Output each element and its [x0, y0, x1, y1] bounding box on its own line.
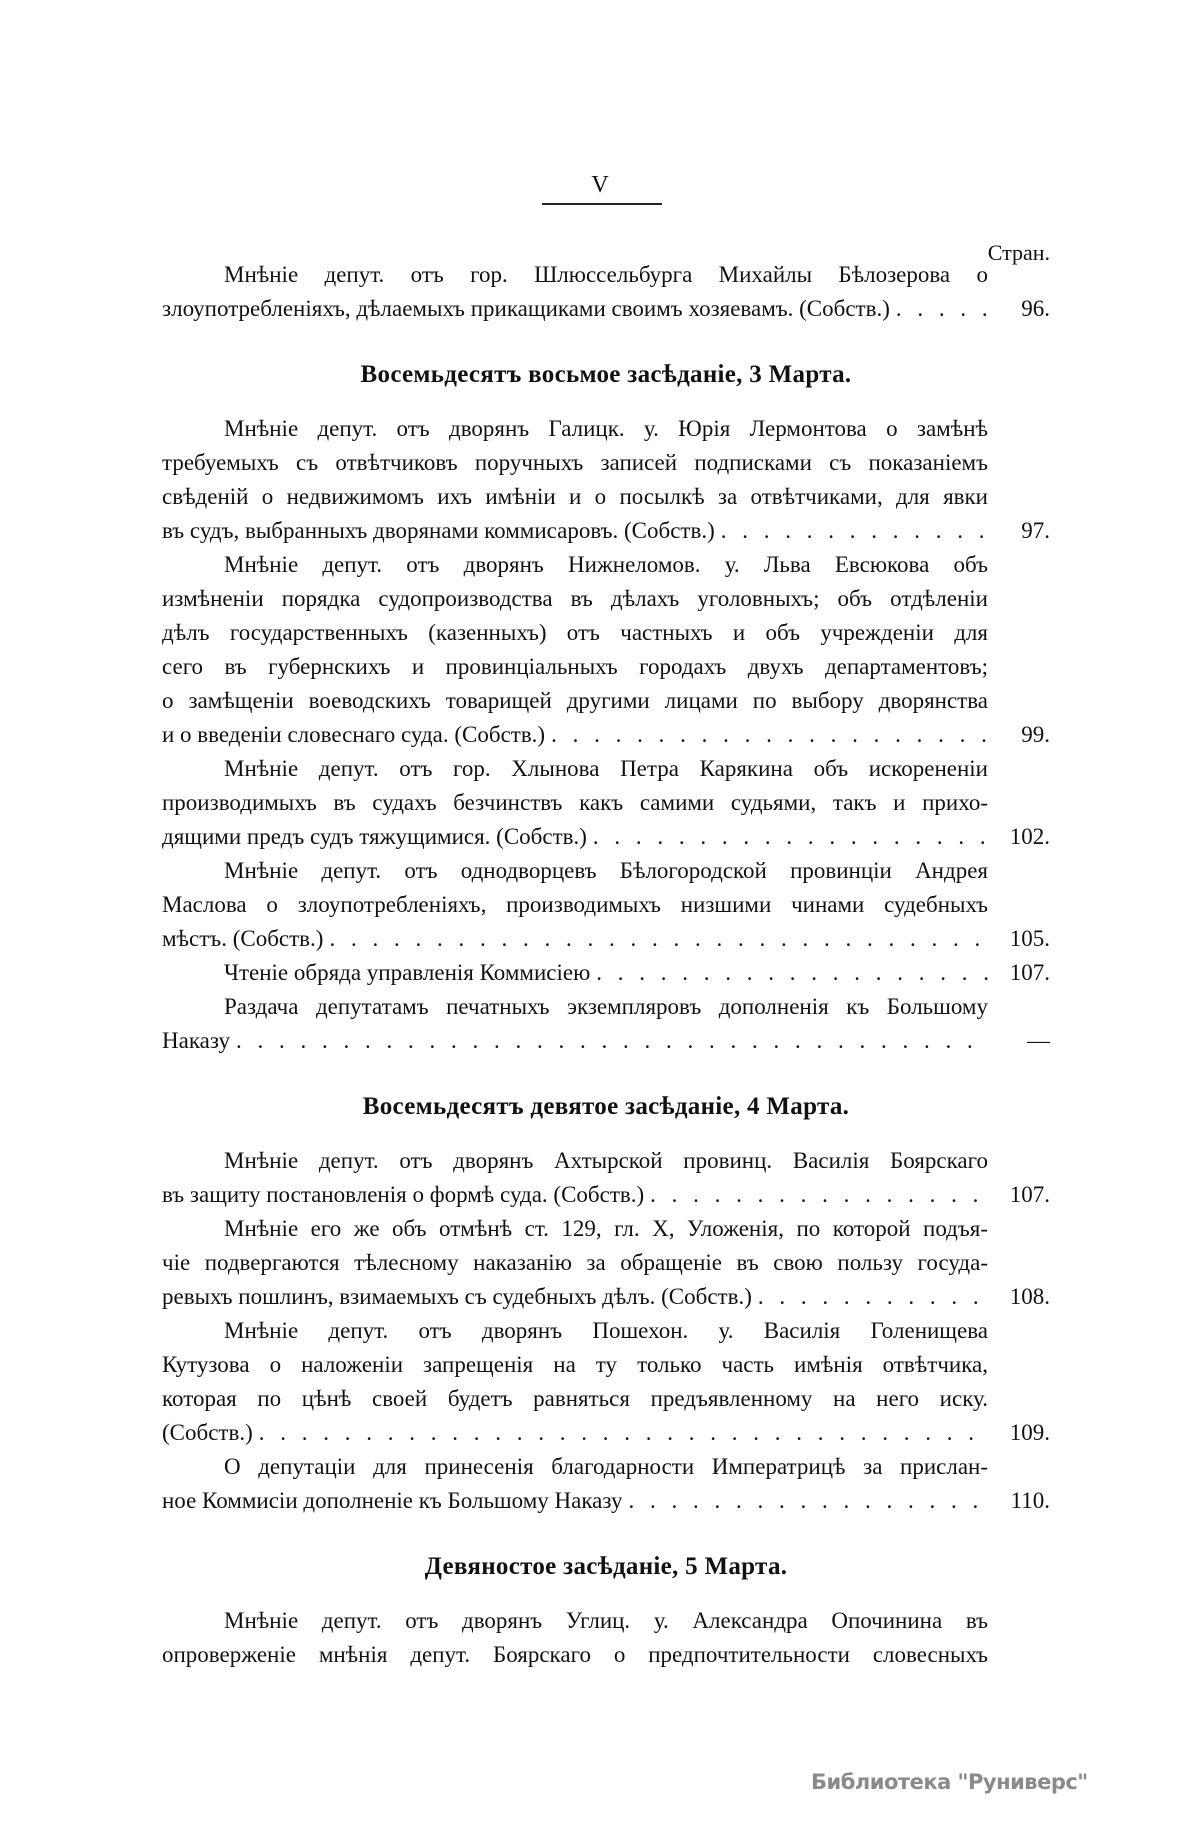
entry-line — [162, 718, 1050, 752]
dot-leader — [752, 1280, 988, 1314]
dot-leader — [715, 514, 988, 548]
entry-text: о замѣщеніи воеводскихъ товарищей другими лицами по выбору дворянства — [162, 688, 988, 713]
entry-line — [162, 650, 1050, 684]
entry-text: ревыхъ пошлинъ, взимаемыхъ съ судебныхъ дѣлъ. (Собств.) — [162, 1284, 752, 1309]
entry-line — [162, 956, 1050, 990]
entry-line — [162, 1178, 1050, 1212]
entry-line — [162, 888, 1050, 922]
entry-text: Мнѣніе депут. отъ дворянъ Углиц. у. Александра Опочинина въ — [224, 1608, 988, 1633]
entry-text: дящими предъ судъ тяжущимися. (Собств.) — [162, 824, 587, 849]
toc-entry — [162, 258, 1050, 326]
header-rule — [542, 203, 662, 205]
toc-entry — [162, 1314, 1050, 1450]
dot-leader — [230, 1024, 988, 1058]
page-number: 105. — [1009, 926, 1050, 951]
page-number: 110. — [1010, 1488, 1050, 1513]
page-numeral: V — [591, 172, 609, 198]
toc-entry — [162, 752, 1050, 854]
entry-text: Маслова о злоупотребленіяхъ, производимыхъ низшими чинами судебныхъ — [162, 892, 988, 917]
entry-text: которая по цѣнѣ своей будетъ равняться предъявленному на него иску. — [162, 1386, 988, 1411]
dot-leader — [545, 718, 988, 752]
entry-text: Мнѣніе его же объ отмѣнѣ ст. 129, гл. X, Уложенія, по которой подъя- — [224, 1216, 988, 1241]
dot-leader — [253, 1416, 988, 1450]
entry-text: Мнѣніе депут. отъ дворянъ Ахтырской провинц. Василія Боярскаго — [224, 1148, 988, 1173]
entry-text: Мнѣніе депут. отъ дворянъ Пошехон. у. Василія Голенищева — [224, 1318, 988, 1343]
entry-line — [162, 820, 1050, 854]
toc-entry — [162, 854, 1050, 956]
dot-leader — [590, 956, 988, 990]
entry-text: свѣденій о недвижимомъ ихъ имѣніи и о посылкѣ за отвѣтчиками, для явки — [162, 484, 988, 509]
dot-leader — [587, 820, 988, 854]
entry-line — [162, 514, 1050, 548]
page-number: 97. — [1021, 518, 1050, 543]
entry-line — [162, 1450, 1050, 1484]
session-heading: Восемьдесятъ девятое засѣданіе, 4 Марта. — [362, 1093, 850, 1120]
toc-entry — [162, 1450, 1050, 1518]
toc-entry — [162, 548, 1050, 752]
dot-leader — [622, 1484, 988, 1518]
entry-text: мѣстъ. (Собств.) — [162, 926, 324, 951]
entry-line — [162, 1604, 1050, 1638]
entry-text: Раздача депутатамъ печатныхъ экземпляровъ дополненія къ Большому — [224, 994, 988, 1019]
entry-line — [162, 1212, 1050, 1246]
entry-text: въ судъ, выбранныхъ дворянами коммисаровъ. (Собств.) — [162, 518, 715, 543]
page-number: 102. — [1009, 824, 1050, 849]
dot-leader — [323, 922, 988, 956]
entry-line — [162, 292, 1050, 326]
toc-entry — [162, 1604, 1050, 1672]
entry-line — [162, 922, 1050, 956]
page-number: 107. — [1009, 1182, 1050, 1207]
library-watermark: Библиотека "Руниверс" — [811, 1770, 1088, 1794]
entry-text: Мнѣніе депут. отъ однодворцевъ Бѣлогородской провинціи Андрея — [224, 858, 988, 883]
entry-text: Наказу — [162, 1028, 230, 1053]
entry-line — [162, 1638, 1050, 1672]
entry-line — [162, 1484, 1050, 1518]
entry-line — [162, 616, 1050, 650]
entry-line — [162, 1416, 1050, 1450]
entry-line — [162, 582, 1050, 616]
entry-text: (Собств.) — [162, 1420, 253, 1445]
page-number: 99. — [1021, 722, 1050, 747]
entry-line — [162, 1280, 1050, 1314]
entry-text: сего въ губернскихъ и провинціальныхъ городахъ двухъ департаментовъ; — [162, 654, 988, 679]
page-number: 96. — [1021, 296, 1050, 321]
toc-entry — [162, 1144, 1050, 1212]
entry-text: Мнѣніе депут. отъ гор. Шлюссельбурга Михайлы Бѣлозерова о — [224, 262, 988, 287]
page-number: 109. — [1009, 1420, 1050, 1445]
entry-line — [162, 480, 1050, 514]
entry-text: чіе подвергаются тѣлесному наказанію за обращеніе въ свою пользу госуда- — [162, 1250, 988, 1275]
entry-line — [162, 258, 1050, 292]
entry-text: злоупотребленіяхъ, дѣлаемыхъ прикащиками своимъ хозяевамъ. (Собств.) — [162, 296, 890, 321]
page-number: — — [1027, 1028, 1050, 1053]
entry-line — [162, 1314, 1050, 1348]
toc-section — [162, 358, 1050, 1058]
entry-text: Мнѣніе депут. отъ дворянъ Галицк. у. Юрія Лермонтова о замѣнѣ — [224, 416, 988, 441]
entry-line — [162, 990, 1050, 1024]
entry-line — [162, 1348, 1050, 1382]
page-number: 107. — [1009, 960, 1050, 985]
session-heading: Восемьдесятъ восьмое засѣданіе, 3 Марта. — [360, 361, 852, 388]
entry-text: Мнѣніе депут. отъ гор. Хлынова Петра Карякина объ искорененіи — [224, 756, 988, 781]
entry-text: требуемыхъ съ отвѣтчиковъ поручныхъ записей подписками съ показаніемъ — [162, 450, 988, 475]
entry-text: опроверженіе мнѣнія депут. Боярскаго о предпочтительности словесныхъ — [162, 1642, 988, 1667]
entry-line — [162, 684, 1050, 718]
entry-line — [162, 412, 1050, 446]
entry-line — [162, 1024, 1050, 1058]
entry-text: Мнѣніе депут. отъ дворянъ Нижнеломов. у. Льва Евсюкова объ — [224, 552, 988, 577]
toc-entry — [162, 956, 1050, 990]
entry-line — [162, 446, 1050, 480]
entry-line — [162, 1382, 1050, 1416]
entry-text: и о введеніи словеснаго суда. (Собств.) — [162, 722, 546, 747]
entry-text: производимыхъ въ судахъ безчинствъ какъ самими судьями, такъ и прихо- — [162, 790, 988, 815]
toc-entry — [162, 990, 1050, 1058]
entry-text: въ защиту постановленія о формѣ суда. (Собств.) — [162, 1182, 645, 1207]
toc-section — [162, 258, 1050, 326]
session-heading: Девяностое засѣданіе, 5 Марта. — [424, 1553, 788, 1580]
entry-text: дѣлъ государственныхъ (казенныхъ) отъ частныхъ и объ учрежденіи для — [162, 620, 988, 645]
entry-text: Чтеніе обряда управленія Коммисіею — [224, 960, 591, 985]
entry-line — [162, 548, 1050, 582]
page-number: 108. — [1009, 1284, 1050, 1309]
toc-entry — [162, 412, 1050, 548]
entry-line — [162, 1144, 1050, 1178]
dot-leader — [890, 292, 988, 326]
entry-line — [162, 786, 1050, 820]
entry-text: О депутаціи для принесенія благодарности Императрицѣ за прислан- — [224, 1454, 988, 1479]
entry-text: ное Коммисіи дополненіе къ Большому Наказу — [162, 1488, 623, 1513]
table-of-contents — [162, 258, 1050, 1672]
entry-line — [162, 854, 1050, 888]
toc-section — [162, 1550, 1050, 1672]
entry-text: измѣненіи порядка судопроизводства въ дѣлахъ уголовныхъ; объ отдѣленіи — [162, 586, 988, 611]
entry-line — [162, 1246, 1050, 1280]
toc-entry — [162, 1212, 1050, 1314]
toc-section — [162, 1090, 1050, 1518]
entry-text: Кутузова о наложеніи запрещенія на ту только часть имѣнія отвѣтчика, — [162, 1352, 988, 1377]
page-column-label: Стран. — [987, 240, 1050, 265]
entry-line — [162, 752, 1050, 786]
dot-leader — [644, 1178, 988, 1212]
